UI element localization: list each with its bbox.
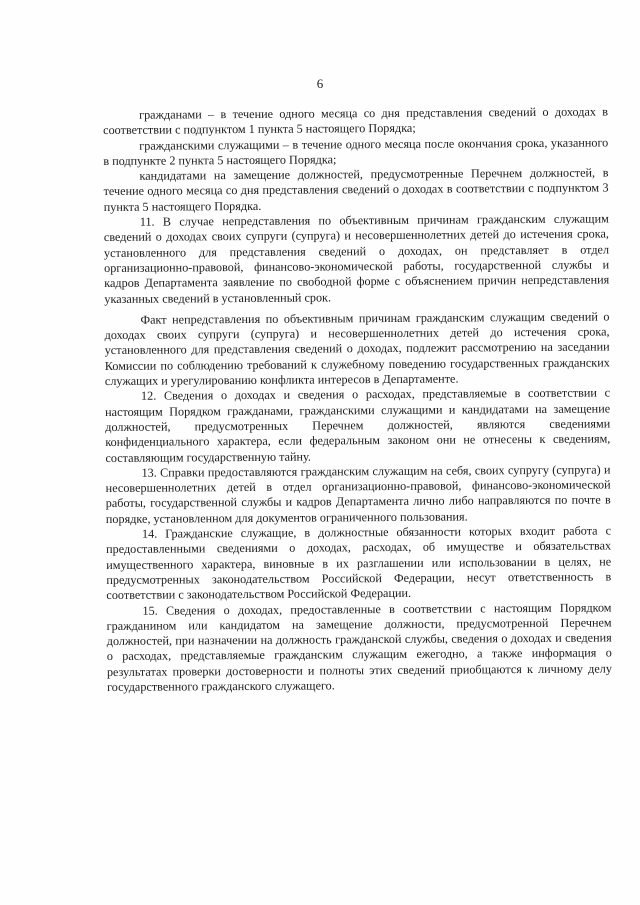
paragraph-non-submission-fact: Факт непредставления по объективным причинам гражданским служащим сведений о доходах своих супруги (супруга) и несовершеннолетних детей до истечения срока, установленного для представления сведений о доходах, подлежит рассмотрению на заседании Комиссии по соблюдению требований к служебному поведению государственных гражданских служащих и урегулированию конфликта интересов в Департаменте. [104, 309, 610, 389]
paragraph-item-12: 12. Сведения о доходах и сведения о расходах, представляемые в соответствии с настоящим Порядком гражданами, гражданскими служащими и кандидатами на замещение должностей, предусмотренных Перечнем должностей, являются сведениями конфиденциального характера, если федеральным законом они не отнесены к сведениям, составляющим государственную тайну. [105, 385, 611, 465]
paragraph-civil-servants-deadline: гражданскими служащими – в течение одного месяца после окончания срока, указанного в подпункте 2 пункта 5 настоящего Порядка; [103, 135, 609, 168]
paragraph-item-14: 14. Гражданские служащие, в должностные обязанности которых входит работа с предоставленными сведениями о доходах, расходах, об имуществе и обязательствах имущественного характера, виновные в их разглашении или использовании в целях, не предусмотренных законодательством Российской Федерации, несут ответственность в соответствии с законодательством Российской Федерации. [106, 523, 612, 603]
paragraph-citizens-deadline: гражданами – в течение одного месяца со дня представления сведений о доходах в соответствии с подпунктом 1 пункта 5 настоящего Порядка; [103, 104, 609, 138]
paragraph-item-13: 13. Справки предоставляются гражданским служащим на себя, своих супругу (супруга) и несовершеннолетних детей в отдел организационно-правовой, финансово-экономической работы, государственной службы и кадров Департамента лично либо направляются по почте в порядке, установленном для документов ограниченного пользования. [105, 462, 611, 526]
paragraph-candidates-deadline: кандидатами на замещение должностей, предусмотренные Перечнем должностей, в течение одного месяца со дня представления сведений о доходах в соответствии с подпунктом 3 пункта 5 настоящего Порядка. [103, 165, 609, 214]
paragraph-item-15: 15. Сведения о доходах, предоставленные в соответствии с настоящим Порядком гражданином или кандидатом на замещение должности, предусмотренной Перечнем должностей, при назначении на должность гражданской службы, сведения о доходах и сведения о расходах, представляемые гражданским служащим ежегодно, а также информация о результатах проверки достоверности и полноты этих сведений приобщаются к личному делу государственного гражданского служащего. [106, 599, 612, 694]
page-number: 6 [316, 76, 324, 91]
paragraph-item-11: 11. В случае непредставления по объективным причинам гражданским служащим сведений о доходах своих супруги (супруга) и несовершеннолетних детей до истечения срока, установленного для представления сведений о доходах, он представляет в отдел организационно-правовой, финансово-экономической работы, государственной службы и кадров Департамента заявление по свободной форме с объяснением причин непредставления указанных сведений в установленный срок. [103, 211, 610, 306]
document-body [103, 104, 612, 695]
